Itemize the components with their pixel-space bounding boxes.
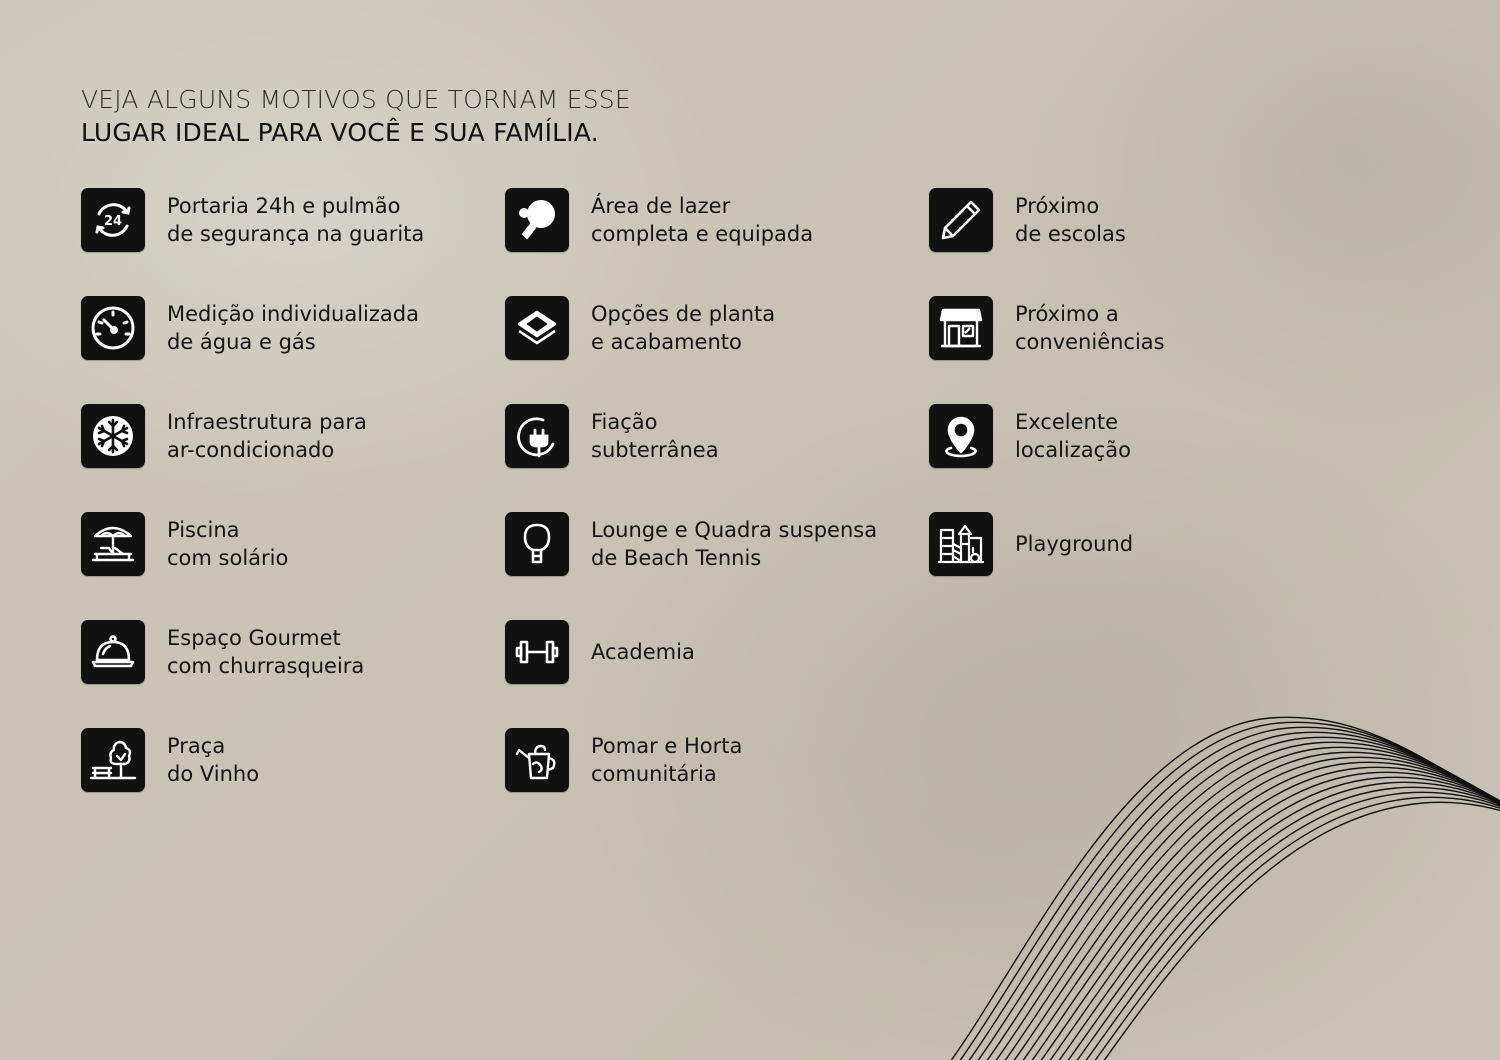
feature-label-line-1: Praça — [167, 734, 226, 758]
feature-item-playground — [929, 512, 1329, 620]
wave-line — [1013, 752, 1500, 1060]
power-plug-icon — [505, 404, 569, 468]
feature-label-line-2: de Beach Tennis — [591, 546, 762, 570]
playground-icon — [929, 512, 993, 576]
feature-label — [591, 296, 775, 360]
feature-label-line-1: Fiação — [591, 410, 658, 434]
heading-line-2: LUGAR IDEAL PARA VOCÊ E SUA FAMÍLIA. — [81, 118, 599, 147]
park-bench-tree-icon — [81, 728, 145, 792]
feature-label — [167, 404, 367, 468]
feature-item-portaria — [81, 188, 481, 296]
dumbbell-icon — [505, 620, 569, 684]
feature-label-line-2: do Vinho — [167, 762, 260, 786]
feature-label — [591, 620, 695, 684]
feature-label-line-1: Lounge e Quadra suspensa — [591, 518, 878, 542]
store-icon — [929, 296, 993, 360]
features-column-1 — [81, 188, 481, 836]
feature-label — [167, 188, 424, 252]
features-column-3 — [929, 188, 1329, 620]
feature-item-praca — [81, 728, 481, 836]
watering-can-icon — [505, 728, 569, 792]
pool-umbrella-icon — [81, 512, 145, 576]
features-column-2 — [505, 188, 905, 836]
decorative-wave-lines — [940, 690, 1500, 1060]
feature-label-line-1: Pomar e Horta — [591, 734, 743, 758]
feature-label — [167, 512, 288, 576]
feature-label-line-1: Piscina — [167, 518, 240, 542]
feature-item-planta — [505, 296, 905, 404]
feature-label — [167, 296, 419, 360]
feature-label-line-1: Próximo a — [1015, 302, 1119, 326]
location-pin-icon — [929, 404, 993, 468]
feature-item-gourmet — [81, 620, 481, 728]
floor-plan-layers-icon — [505, 296, 569, 360]
feature-item-lazer — [505, 188, 905, 296]
feature-item-conveniencias — [929, 296, 1329, 404]
feature-label-line-1: Próximo — [1015, 194, 1100, 218]
clock-24h-icon — [81, 188, 145, 252]
feature-label-line-2: conveniências — [1015, 330, 1165, 354]
feature-item-academia — [505, 620, 905, 728]
wave-line — [1103, 802, 1500, 1060]
feature-label — [591, 188, 813, 252]
svg-text:24: 24 — [103, 214, 123, 229]
feature-item-piscina — [81, 512, 481, 620]
feature-label — [167, 620, 364, 684]
page-heading — [81, 84, 631, 150]
feature-label-line-2: com churrasqueira — [167, 654, 365, 678]
wave-line — [1004, 747, 1500, 1060]
wave-line — [950, 717, 1500, 1060]
table-tennis-icon — [505, 188, 569, 252]
feature-label — [591, 728, 742, 792]
feature-label-line-1: Opções de planta — [591, 302, 776, 326]
feature-label-line-2: completa e equipada — [591, 222, 814, 246]
feature-item-pomar — [505, 728, 905, 836]
feature-item-localizacao — [929, 404, 1329, 512]
feature-label-line-2: e acabamento — [591, 330, 742, 354]
feature-label — [591, 512, 877, 576]
feature-item-medicao — [81, 296, 481, 404]
feature-label-line-2: de água e gás — [167, 330, 316, 354]
feature-label-line-2: de escolas — [1015, 222, 1126, 246]
feature-label-line-1: Academia — [591, 640, 695, 664]
feature-label-line-1: Medição individualizada — [167, 302, 419, 326]
feature-label-line-1: Playground — [1015, 532, 1134, 556]
cloche-icon — [81, 620, 145, 684]
heading-line-1: VEJA ALGUNS MOTIVOS QUE TORNAM ESSE — [81, 85, 631, 114]
feature-label-line-2: de segurança na guarita — [167, 222, 425, 246]
feature-item-lounge — [505, 512, 905, 620]
feature-item-escolas — [929, 188, 1329, 296]
feature-label-line-2: localização — [1015, 438, 1131, 462]
feature-label — [1015, 404, 1131, 468]
feature-label-line-1: Portaria 24h e pulmão — [167, 194, 401, 218]
wave-line — [995, 742, 1500, 1060]
wave-line — [968, 727, 1500, 1060]
pencil-icon — [929, 188, 993, 252]
feature-label — [1015, 296, 1165, 360]
paddle-icon — [505, 512, 569, 576]
feature-label — [1015, 512, 1133, 576]
feature-label-line-2: com solário — [167, 546, 289, 570]
wave-line — [1031, 762, 1500, 1060]
feature-label-line-1: Área de lazer — [591, 194, 731, 218]
feature-label-line-1: Espaço Gourmet — [167, 626, 341, 650]
feature-label — [1015, 188, 1126, 252]
feature-label-line-2: subterrânea — [591, 438, 719, 462]
feature-label — [591, 404, 719, 468]
feature-label-line-2: comunitária — [591, 762, 717, 786]
feature-item-fiacao — [505, 404, 905, 512]
feature-label-line-2: ar-condicionado — [167, 438, 335, 462]
feature-label — [167, 728, 259, 792]
feature-label-line-1: Excelente — [1015, 410, 1119, 434]
feature-label-line-1: Infraestrutura para — [167, 410, 367, 434]
meter-gauge-icon — [81, 296, 145, 360]
wave-line — [1067, 782, 1500, 1060]
snowflake-icon — [81, 404, 145, 468]
feature-item-infraestrutura — [81, 404, 481, 512]
